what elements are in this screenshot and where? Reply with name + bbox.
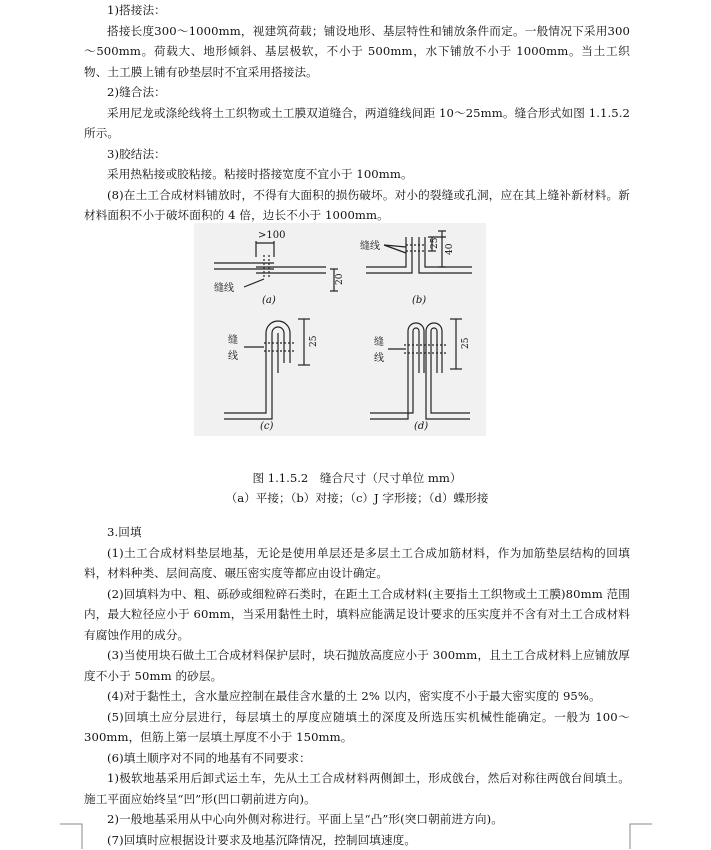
paragraph: 1)搭接法：: [84, 0, 630, 21]
paragraph: 3)胶结法：: [84, 144, 630, 165]
paragraph: 2)缝合法：: [84, 82, 630, 103]
fig-d-seam-label-2: 线: [374, 351, 384, 364]
fig-b-dim-1: 25: [430, 237, 440, 249]
paragraph: (7)回填时应根据设计要求及地基沉降情况，控制回填速度。: [84, 830, 630, 850]
paragraph: (6)填土顺序对不同的地基有不同要求：: [84, 748, 630, 769]
fig-d-seam-label-1: 缝: [374, 335, 384, 348]
bottom-text-block: [84, 522, 630, 850]
fig-a-tag: (a): [262, 295, 276, 306]
fig-c-seam-label-2: 线: [228, 349, 238, 362]
fig-b-seam-label: 缝线: [360, 239, 380, 252]
section-heading: 3.回填: [84, 522, 630, 543]
figure-subcaption: （a）平接；（b）对接；（c）J 字形接；（d）蝶形接: [84, 488, 630, 508]
fig-b-tag: (b): [412, 295, 426, 306]
corner-mark-left: [60, 822, 84, 849]
paragraph: 搭接长度300～1000mm，视建筑荷载；铺设地形、基层特性和铺放条件而定。一般情况下采用300～500mm。荷载大、地形倾斜、基层极软，不小于 500mm，水下铺放不小于 1000mm。当土工织物、土工膜上铺有砂垫层时不宜采用搭接法。: [84, 21, 630, 83]
paragraph: 采用热粘接或胶粘接。粘接时搭接宽度不宜小于 100mm。: [84, 164, 630, 185]
seam-diagram: [194, 223, 486, 436]
paragraph: (5)回填土应分层进行，每层填土的厚度应随填土的深度及所选压实机械性能确定。一般为 100～300mm，但筋上第一层填土厚度不小于 150mm。: [84, 707, 630, 748]
figure-caption: 图 1.1.5.2 缝合尺寸（尺寸单位 mm）: [84, 468, 630, 488]
seam-diagram-svg: [194, 223, 486, 436]
fig-b-dim-2: 40: [445, 243, 455, 255]
fig-a-dim: >100: [258, 230, 285, 241]
paragraph: (1)土工合成材料垫层地基，无论是使用单层还是多层土工合成加筋材料，作为加筋垫层结构的回填料，材料种类、层间高度、碾压密实度等都应由设计确定。: [84, 543, 630, 584]
corner-mark-right: [628, 822, 652, 849]
paragraph: 1)极软地基采用后卸式运土车，先从土工合成材料两侧卸土，形成戗台，然后对称往两戗台间填土。施工平面应始终呈“凹”形(凹口朝前进方向)。: [84, 768, 630, 809]
fig-a-height: 20: [335, 273, 345, 285]
paragraph: (4)对于黏性土，含水量应控制在最佳含水量的土 2% 以内，密实度不小于最大密实度的 95%。: [84, 686, 630, 707]
paragraph: 2)一般地基采用从中心向外侧对称进行。平面上呈“凸”形(突口朝前进方向)。: [84, 809, 630, 830]
paragraph: 采用尼龙或涤纶线将土工织物或土工膜双道缝合，两道缝线间距 10～25mm。缝合形式如图 1.1.5.2 所示。: [84, 103, 630, 144]
paragraph: (2)回填料为中、粗、砾砂或细粒碎石类时，在距土工合成材料(主要指土工织物或土工膜)80mm 范围内，最大粒径应小于 60mm，当采用黏性土时，填料应能满足设计要求的压实度并不含有对土工合成材料有腐蚀作用的成分。: [84, 584, 630, 646]
top-text-block: [84, 0, 630, 226]
fig-c-tag: (c): [260, 421, 274, 432]
fig-d-tag: (d): [414, 421, 428, 432]
fig-d-dim: 25: [461, 337, 471, 349]
fig-a-seam-label: 缝线: [214, 281, 234, 294]
paragraph: (8)在土工合成材料铺放时，不得有大面积的损伤破坏。对小的裂缝或孔洞，应在其上缝补新材料。新材料面积不小于破坏面积的 4 倍，边长不小于 1000mm。: [84, 185, 630, 226]
fig-c-dim: 25: [309, 335, 319, 347]
fig-c-seam-label-1: 缝: [228, 333, 238, 346]
paragraph: (3)当使用块石做土工合成材料保护层时，块石抛放高度应小于 300mm，且土工合成材料上应铺放厚度不小于 50mm 的砂层。: [84, 645, 630, 686]
